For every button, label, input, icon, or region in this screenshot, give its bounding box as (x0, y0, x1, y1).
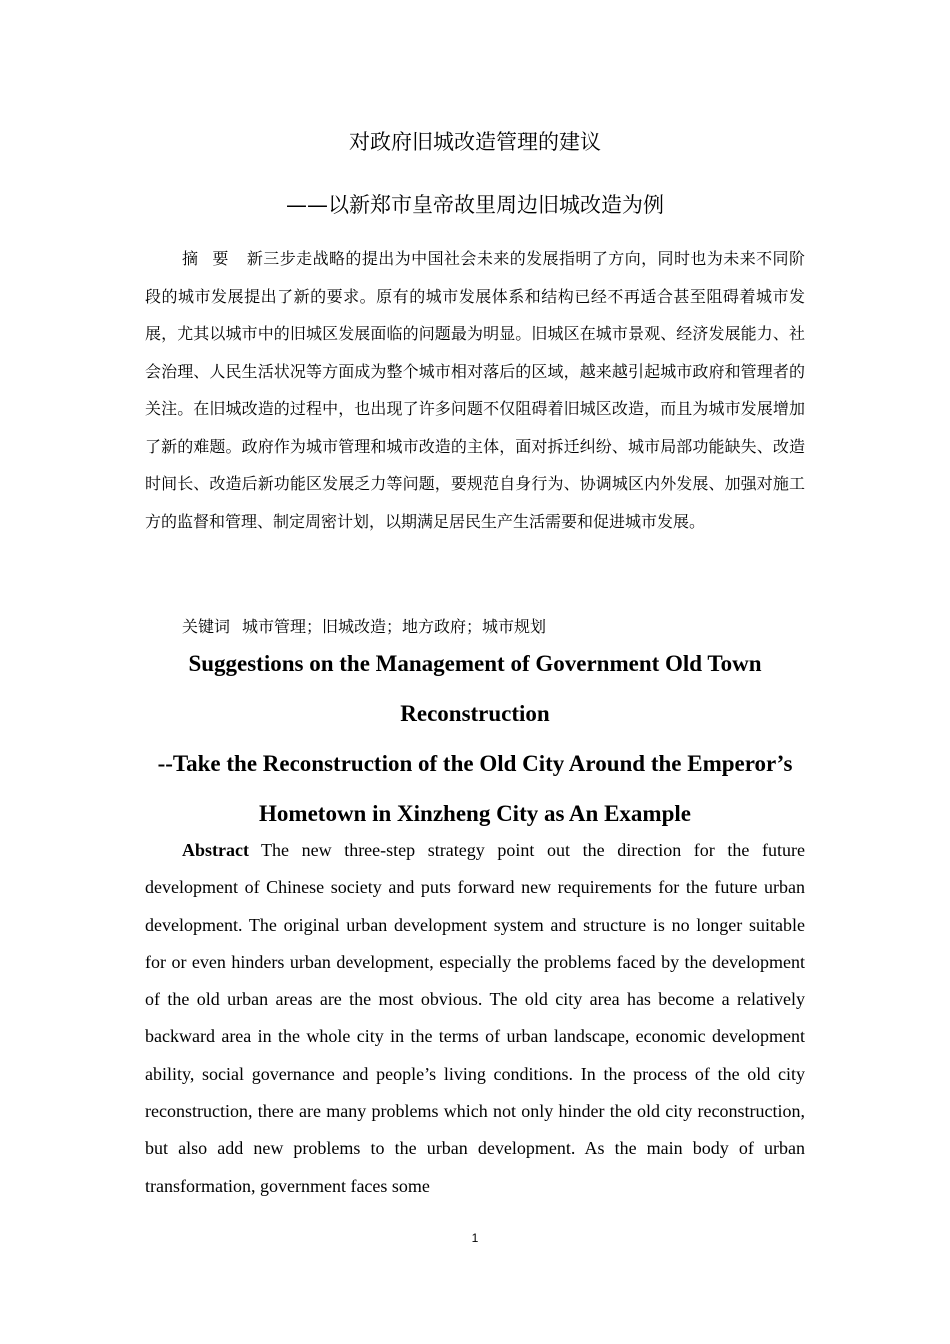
english-title-line: Reconstruction (400, 701, 550, 726)
chinese-abstract (145, 240, 805, 540)
page-number: 1 (471, 1231, 479, 1245)
chinese-subtitle: ——以新郑市皇帝故里周边旧城改造为例 (286, 193, 664, 217)
english-abstract-text: The new three-step strategy point out the direction for the future development of Chinese society and puts forward new requirements for the future urban development. The original urban development system and structure is no longer suitable for or even hinders urban development, especially the problems faced by the development of the old urban areas are the most obvious. The old city area has become a relatively backward area in the whole city in the terms of urban landscape, economic development ability, social governance and people’s living conditions. In the process of the old city reconstruction, there are many problems which not only hinder the old city reconstruction, but also add new problems to the urban development. As the main body of urban transformation, government faces some (145, 840, 805, 1196)
english-abstract (145, 832, 805, 1205)
chinese-keywords (182, 612, 805, 642)
english-subtitle-line: Hometown in Xinzheng City as An Example (259, 801, 691, 826)
chinese-abstract-text: 新三步走战略的提出为中国社会未来的发展指明了方向，同时也为未来不同阶段的城市发展提出了新的要求。原有的城市发展体系和结构已经不再适合甚至阻碍着城市发展，尤其以城市中的旧城区发展面临的问题最为明显。旧城区在城市景观、经济发展能力、社会治理、人民生活状况等方面成为整个城市相对落后的区域，越来越引起城市政府和管理者的关注。在旧城改造的过程中，也出现了许多问题不仅阻碍着旧城区改造，而且为城市发展增加了新的难题。政府作为城市管理和城市改造的主体，面对拆迁纠纷、城市局部功能缺失、改造时间长、改造后新功能区发展乏力等问题，要规范自身行为、协调城区内外发展、加强对施工方的监督和管理、制定周密计划，以期满足居民生产生活需要和促进城市发展。 (145, 249, 805, 531)
english-abstract-label: Abstract (182, 840, 249, 860)
chinese-keywords-text: 城市管理；旧城改造；地方政府；城市规划 (242, 617, 547, 636)
chinese-title: 对政府旧城改造管理的建议 (349, 130, 601, 154)
chinese-abstract-label: 摘要 (182, 249, 243, 268)
english-title-line: Suggestions on the Management of Government Old Town (188, 651, 762, 676)
chinese-keywords-label: 关键词 (182, 617, 231, 636)
english-subtitle-line: --Take the Reconstruction of the Old City Around the Emperor’s (157, 751, 793, 776)
